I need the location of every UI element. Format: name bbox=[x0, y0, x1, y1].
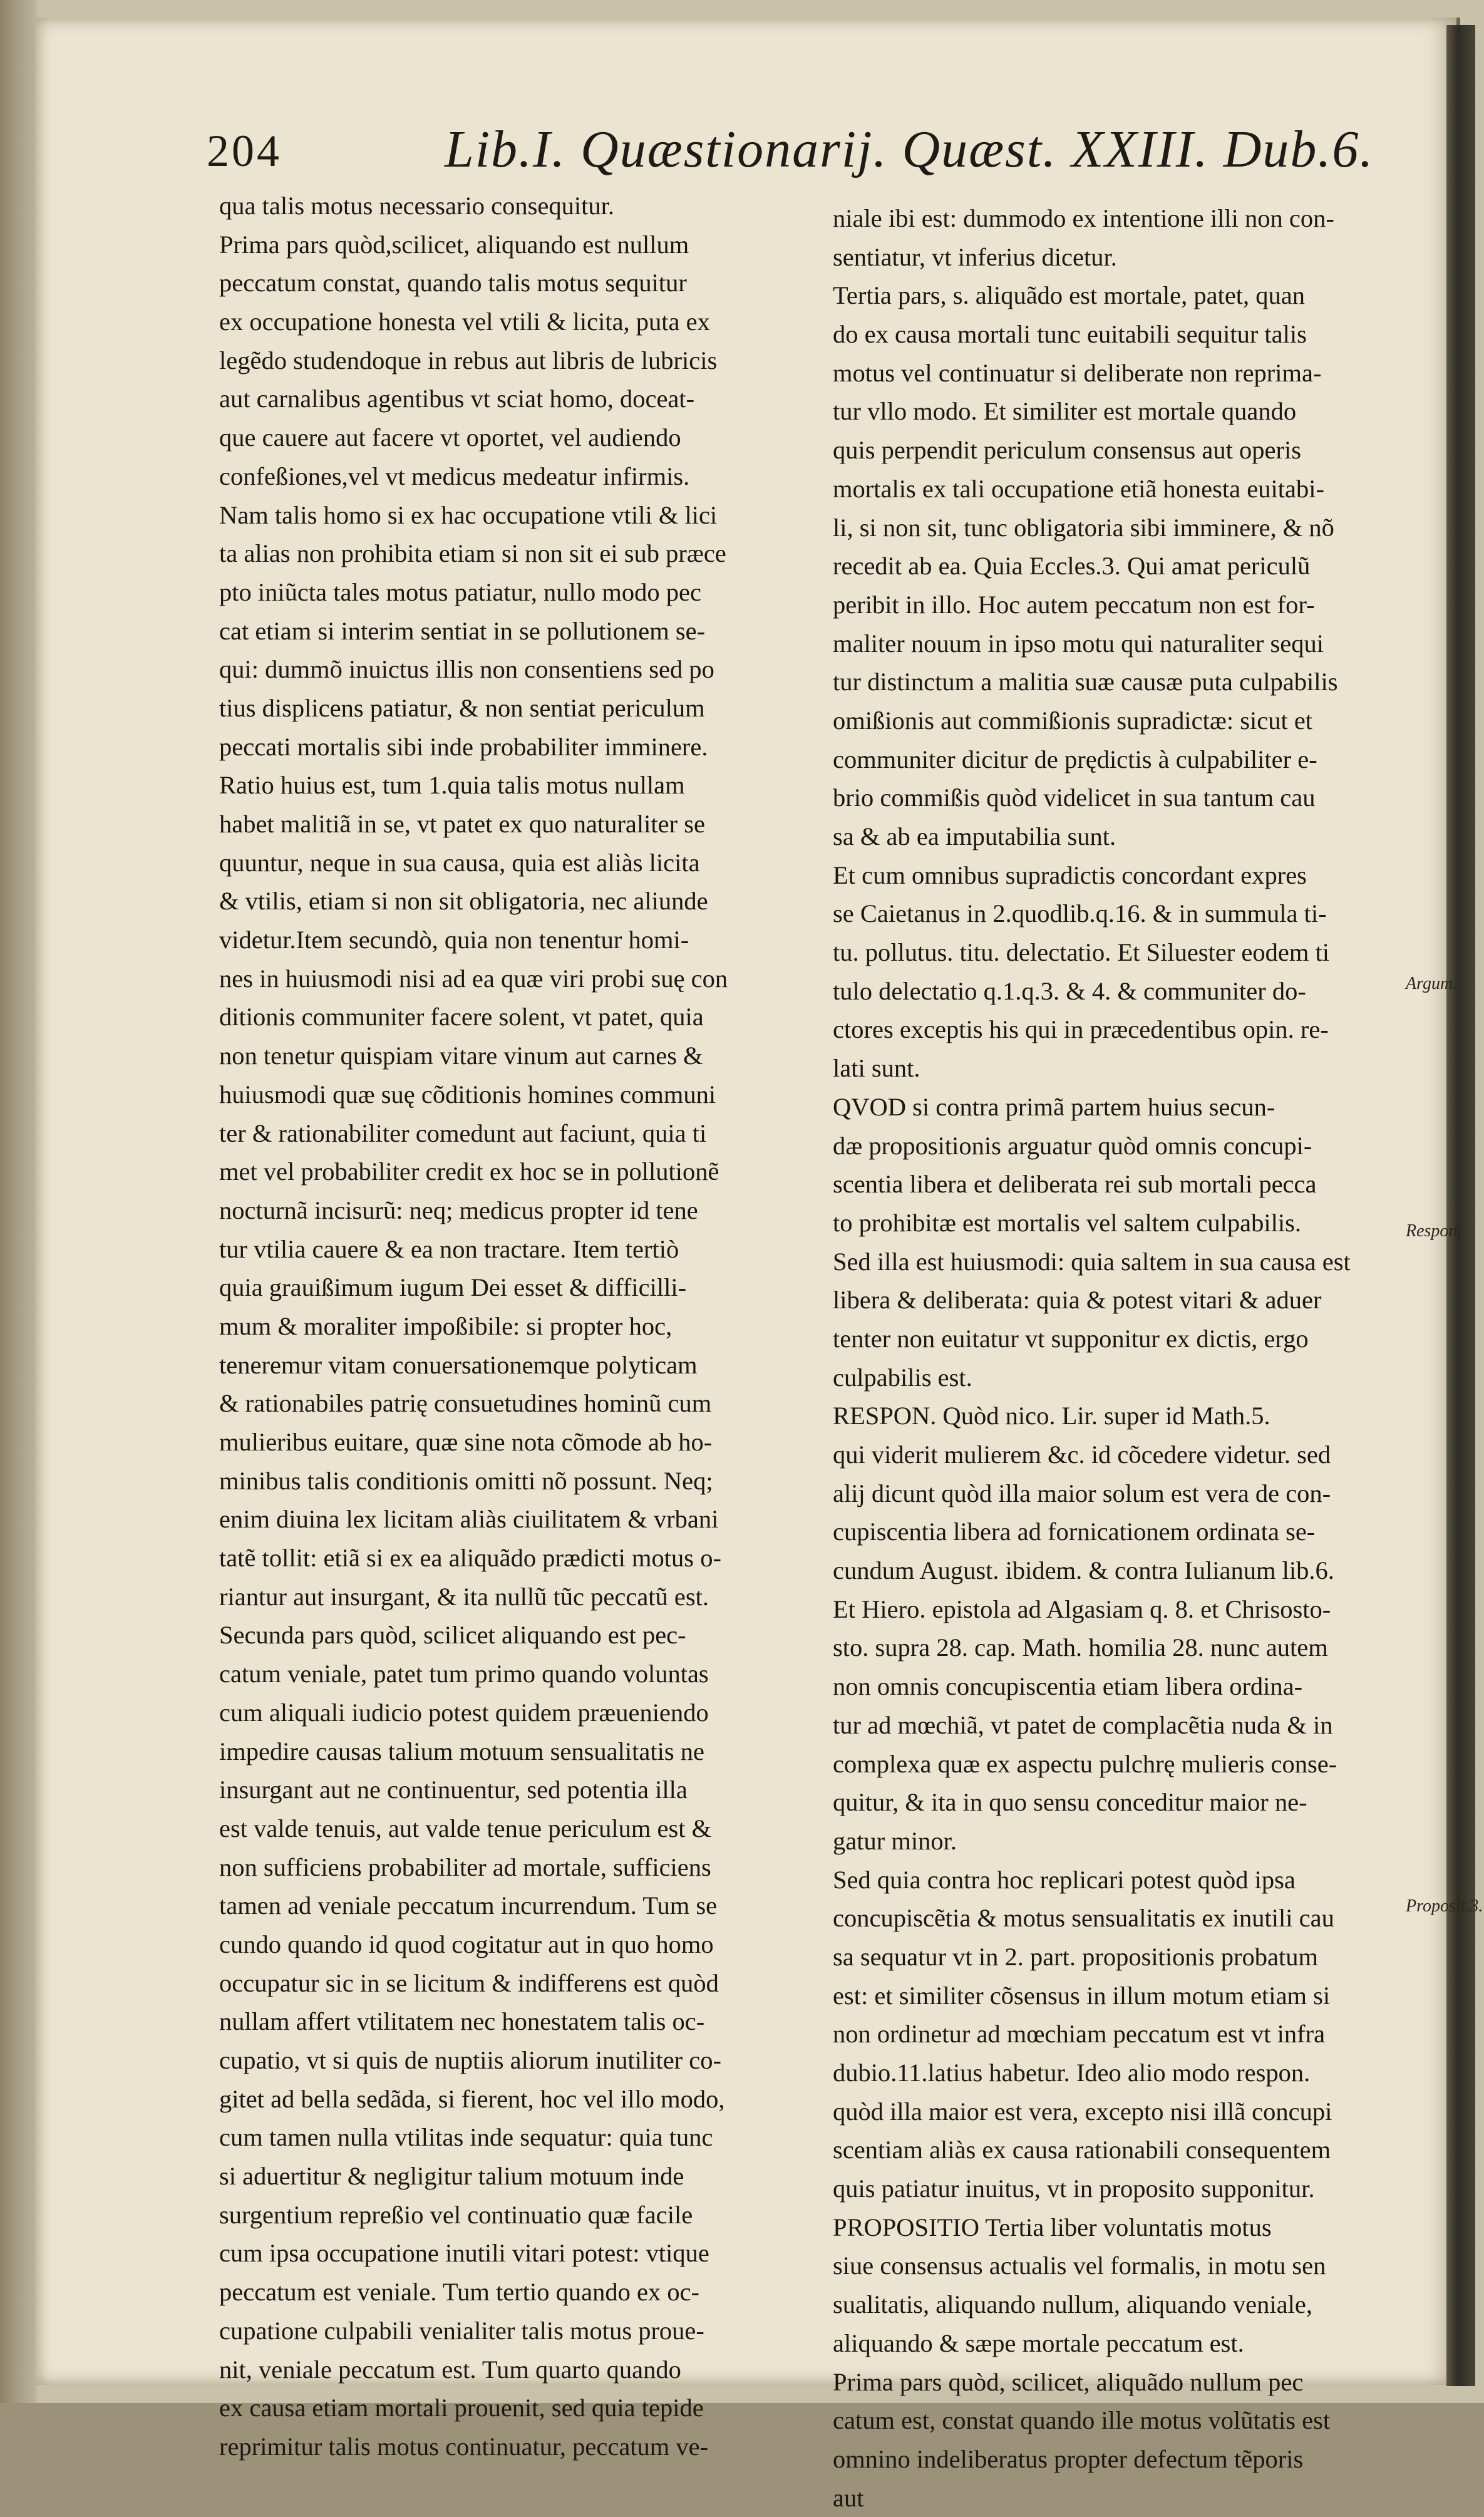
text-line: tur vllo modo. Et similiter est mortale quando bbox=[833, 397, 1297, 426]
text-line: ex causa etiam mortali prouenit, sed quia tepide bbox=[219, 2394, 704, 2422]
text-line: non tenetur quispiam vitare vinum aut carnes & bbox=[219, 1041, 703, 1070]
text-line: do ex causa mortali tunc euitabili sequitur talis bbox=[833, 320, 1307, 349]
text-line: niale ibi est: dummodo ex intentione illi non con- bbox=[833, 204, 1334, 232]
text-line: Prima pars quòd,scilicet, aliquando est nullum bbox=[219, 230, 689, 259]
text-line: PROPOSITIO Tertia liber voluntatis motus bbox=[833, 2213, 1272, 2241]
text-line: gitet ad bella sedãda, si fierent, hoc vel illo modo, bbox=[219, 2084, 725, 2113]
text-line: peccatum constat, quando talis motus sequitur bbox=[219, 269, 687, 297]
text-line: se Caietanus in 2.quodlib.q.16. & in summula ti- bbox=[833, 899, 1327, 928]
text-line: li, si non sit, tunc obligatoria sibi imminere, & nõ bbox=[833, 513, 1334, 542]
text-line: ex occupatione honesta vel vtili & licita, puta ex bbox=[219, 308, 710, 336]
text-line: sentiatur, vt inferius dicetur. bbox=[833, 242, 1117, 271]
text-line: tu. pollutus. titu. delectatio. Et Siluester eodem ti bbox=[833, 938, 1329, 967]
text-line: Secunda pars quòd, scilicet aliquando est pec- bbox=[219, 1621, 686, 1650]
text-line: ctores exceptis his qui in præcedentibus opin. re- bbox=[833, 1015, 1329, 1044]
text-line: qui viderit mulierem &c. id cõcedere videtur. sed bbox=[833, 1440, 1331, 1469]
text-line: quis perpendit periculum consensus aut operis bbox=[833, 436, 1301, 465]
text-line: Tertia pars, s. aliquãdo est mortale, patet, quan bbox=[833, 281, 1306, 310]
text-line: nes in huiusmodi nisi ad ea quæ viri probi suę con bbox=[219, 964, 728, 993]
text-line: ta alias non prohibita etiam si non sit ei sub præce bbox=[219, 539, 726, 568]
text-line: qui: dummõ inuictus illis non consentiens sed po bbox=[219, 655, 714, 684]
text-line: tatẽ tollit: etiã si ex ea aliquãdo prædicti motus o- bbox=[219, 1544, 721, 1573]
page-header bbox=[207, 119, 1374, 194]
text-line: QVOD si contra primã partem huius secun- bbox=[833, 1092, 1275, 1121]
text-line: non omnis concupiscentia etiam libera ordina- bbox=[833, 1672, 1303, 1701]
text-line: mortalis ex tali occupatione etiã honesta euitabi- bbox=[833, 474, 1324, 503]
text-line: non sufficiens probabiliter ad mortale, sufficiens bbox=[219, 1853, 711, 1881]
text-line: dubio.11.latius habetur. Ideo alio modo respon. bbox=[833, 2059, 1311, 2087]
text-line: teneremur vitam conuersationemque polyticam bbox=[219, 1350, 698, 1379]
text-line: enim diuina lex licitam aliàs ciuilitatem & vrbani bbox=[219, 1505, 719, 1534]
text-line: mulieribus euitare, quæ sine nota cõmode ab ho- bbox=[219, 1428, 713, 1456]
text-line: Et Hiero. epistola ad Algasiam q. 8. et Chrisosto- bbox=[833, 1594, 1331, 1623]
text-line: & rationabiles patrię consuetudines hominũ cum bbox=[219, 1389, 712, 1418]
text-line: Nam talis homo si ex hac occupatione vtili & lici bbox=[219, 500, 718, 529]
text-line: Et cum omnibus supradictis concordant expres bbox=[833, 861, 1307, 889]
text-line: quia grauißimum iugum Dei esset & difficilli- bbox=[219, 1273, 687, 1302]
text-line: aliquando & sæpe mortale peccatum est. bbox=[833, 2328, 1244, 2357]
text-line: Ratio huius est, tum 1.quia talis motus nullam bbox=[219, 771, 685, 800]
text-line: surgentium repreßio vel continuatio quæ facile bbox=[219, 2200, 693, 2229]
text-line: quitur, & ita in quo sensu conceditur maior ne- bbox=[833, 1788, 1307, 1817]
text-line: libera & deliberata: quia & potest vitari & aduer bbox=[833, 1286, 1322, 1315]
text-line: brio commißis quòd videlicet in sua tantum cau bbox=[833, 783, 1316, 812]
text-line: scentiam aliàs ex causa rationabili consequentem bbox=[833, 2136, 1331, 2164]
text-line: to prohibitæ est mortalis vel saltem culpabilis. bbox=[833, 1208, 1302, 1237]
text-line: sa & ab ea imputabilia sunt. bbox=[833, 822, 1116, 850]
text-line: gatur minor. bbox=[833, 1826, 957, 1855]
text-line: reprimitur talis motus continuatur, peccatum ve- bbox=[219, 2432, 709, 2461]
text-line: est: et similiter cõsensus in illum motum etiam si bbox=[833, 1981, 1331, 2010]
text-line: peribit in illo. Hoc autem peccatum non est for- bbox=[833, 590, 1315, 619]
page-number: 204 bbox=[207, 126, 282, 176]
text-line: quis patiatur inuitus, vt in proposito supponitur. bbox=[833, 2174, 1315, 2203]
text-line: qua talis motus necessario consequitur. bbox=[219, 192, 614, 220]
text-line: catum est, constat quando ille motus volũtatis est bbox=[833, 2406, 1331, 2435]
text-line: cum aliquali iudicio potest quidem præueniendo bbox=[219, 1698, 709, 1727]
text-line: met vel probabiliter credit ex hoc se in pollutionẽ bbox=[219, 1157, 719, 1186]
text-line: nullam affert vtilitatem nec honestatem talis oc- bbox=[219, 2007, 705, 2036]
text-line: mum & moraliter impoßibile: si propter hoc, bbox=[219, 1311, 672, 1340]
text-line: siue consensus actualis vel formalis, in motu sen bbox=[833, 2251, 1326, 2280]
text-line: non ordinetur ad mœchiam peccatum est vt infra bbox=[833, 2020, 1326, 2049]
text-line: complexa quæ ex aspectu pulchrę mulieris conse- bbox=[833, 1749, 1337, 1778]
text-line: tur ad mœchiã, vt patet de complacẽtia nuda & in bbox=[833, 1710, 1333, 1739]
text-line: tius displicens patiatur, & non sentiat periculum bbox=[219, 693, 705, 722]
text-line: cupatio, vt si quis de nuptiis aliorum inutiliter co- bbox=[219, 2046, 722, 2074]
text-line: lati sunt. bbox=[833, 1054, 920, 1083]
text-line: recedit ab ea. Quia Eccles.3. Qui amat periculũ bbox=[833, 552, 1311, 581]
text-line: cundo quando id quod cogitatur aut in quo homo bbox=[219, 1930, 714, 1958]
text-line: que cauere aut facere vt oportet, vel audiendo bbox=[219, 423, 681, 452]
text-line: omnino indeliberatus propter defectum tẽporis bbox=[833, 2444, 1304, 2473]
text-line: motus vel continuatur si deliberate non reprima- bbox=[833, 358, 1322, 387]
text-line: minibus talis conditionis omitti nõ possunt. Neq; bbox=[219, 1466, 713, 1495]
text-line: cum ipsa occupatione inutili vitari potest: vtique bbox=[219, 2239, 709, 2268]
text-line: nocturnã incisurũ: neq; medicus propter id tene bbox=[219, 1196, 698, 1224]
text-line: concupiscẽtia & motus sensualitatis ex inutili cau bbox=[833, 1904, 1334, 1933]
text-line: confeßiones,vel vt medicus medeatur infirmis. bbox=[219, 462, 690, 490]
text-line: quòd illa maior est vera, excepto nisi illã concupi bbox=[833, 2097, 1332, 2126]
right-text-column bbox=[833, 199, 1409, 2517]
text-line: culpabilis est. bbox=[833, 1363, 972, 1392]
text-line: tulo delectatio q.1.q.3. & 4. & communiter do- bbox=[833, 976, 1306, 1005]
text-line: sualitatis, aliquando nullum, aliquando veniale, bbox=[833, 2290, 1312, 2319]
text-line: impedire causas talium motuum sensualitatis ne bbox=[219, 1737, 704, 1765]
text-line: habet malitiã in se, vt patet ex quo naturaliter se bbox=[219, 810, 705, 838]
text-line: tur distinctum a malitia suæ causæ puta culpabilis bbox=[833, 668, 1338, 696]
left-text-column bbox=[219, 187, 801, 2466]
text-line: occupatur sic in se licitum & indifferens est quòd bbox=[219, 1968, 719, 1997]
text-line: alij dicunt quòd illa maior solum est vera de con- bbox=[833, 1479, 1331, 1507]
text-line: maliter nouum in ipso motu qui naturaliter sequi bbox=[833, 629, 1324, 658]
text-line: ter & rationabiliter comedunt aut faciunt, quia ti bbox=[219, 1119, 707, 1147]
text-line: pto iniũcta tales motus patiatur, nullo modo pec bbox=[219, 577, 701, 606]
text-line: nit, veniale peccatum est. Tum quarto quando bbox=[219, 2355, 681, 2384]
text-line: legẽdo studendoque in rebus aut libris de lubricis bbox=[219, 346, 718, 375]
text-line: riantur aut insurgant, & ita nullũ tũc peccatũ est. bbox=[219, 1582, 709, 1611]
text-line: videtur.Item secundò, quia non tenentur homi- bbox=[219, 926, 689, 954]
text-line: sto. supra 28. cap. Math. homilia 28. nunc autem bbox=[833, 1633, 1328, 1662]
text-line: cupatione culpabili venialiter talis motus proue- bbox=[219, 2316, 704, 2345]
text-line: cat etiam si interim sentiat in se pollutionem se- bbox=[219, 616, 706, 645]
text-line: est valde tenuis, aut valde tenue periculum est & bbox=[219, 1814, 712, 1843]
text-line: communiter dicitur de prędictis à culpabiliter e- bbox=[833, 745, 1317, 773]
text-line: cupiscentia libera ad fornicationem ordinata se- bbox=[833, 1517, 1316, 1546]
margin-note-propositio: Proposit.3. bbox=[1406, 1896, 1483, 1916]
text-line: ditionis communiter facere solent, vt patet, quia bbox=[219, 1003, 704, 1031]
text-line: aut carnalibus agentibus vt sciat homo, doceat- bbox=[219, 385, 695, 413]
text-line: dæ propositionis arguatur quòd omnis concupi- bbox=[833, 1131, 1312, 1160]
text-line: quuntur, neque in sua causa, quia est aliàs licita bbox=[219, 848, 700, 877]
page-edge bbox=[1446, 25, 1475, 2386]
text-line: tamen ad veniale peccatum incurrendum. Tum se bbox=[219, 1891, 718, 1920]
text-line: RESPON. Quòd nico. Lir. super id Math.5. bbox=[833, 1402, 1270, 1430]
margin-note-argum: Argum. bbox=[1406, 974, 1458, 993]
text-line: Prima pars quòd, scilicet, aliquãdo nullum pec bbox=[833, 2367, 1304, 2396]
text-line: tenter non euitatur vt supponitur ex dictis, ergo bbox=[833, 1324, 1309, 1353]
text-line: peccati mortalis sibi inde probabiliter imminere. bbox=[219, 732, 708, 761]
text-line: aut bbox=[833, 2483, 864, 2512]
text-line: si aduertitur & negligitur talium motuum inde bbox=[219, 2162, 684, 2191]
text-line: catum veniale, patet tum primo quando voluntas bbox=[219, 1660, 709, 1688]
text-line: Sed quia contra hoc replicari potest quòd ipsa bbox=[833, 1865, 1296, 1894]
text-line: scentia libera et deliberata rei sub mortali pecca bbox=[833, 1170, 1317, 1199]
text-line: huiusmodi quæ suę cõditionis homines communi bbox=[219, 1080, 716, 1109]
text-line: & vtilis, etiam si non sit obligatoria, nec aliunde bbox=[219, 887, 708, 916]
text-line: insurgant aut ne continuentur, sed potentia illa bbox=[219, 1775, 688, 1804]
text-line: peccatum est veniale. Tum tertio quando ex oc- bbox=[219, 2278, 700, 2307]
running-title: Lib.I. Quæstionarij. Quæst. XXIII. Dub.6. bbox=[445, 120, 1374, 178]
text-line: cum tamen nulla vtilitas inde sequatur: quia tunc bbox=[219, 2123, 713, 2152]
text-line: Sed illa est huiusmodi: quia saltem in sua causa est bbox=[833, 1247, 1351, 1276]
text-line: cundum August. ibidem. & contra Iulianum lib.6. bbox=[833, 1556, 1334, 1585]
text-line: tur vtilia cauere & ea non tractare. Item tertiò bbox=[219, 1234, 679, 1263]
text-line: sa sequatur vt in 2. part. propositionis probatum bbox=[833, 1942, 1319, 1971]
margin-note-respon: Respon. bbox=[1406, 1221, 1462, 1241]
text-line: omißionis aut commißionis supradictæ: sicut et bbox=[833, 706, 1313, 735]
